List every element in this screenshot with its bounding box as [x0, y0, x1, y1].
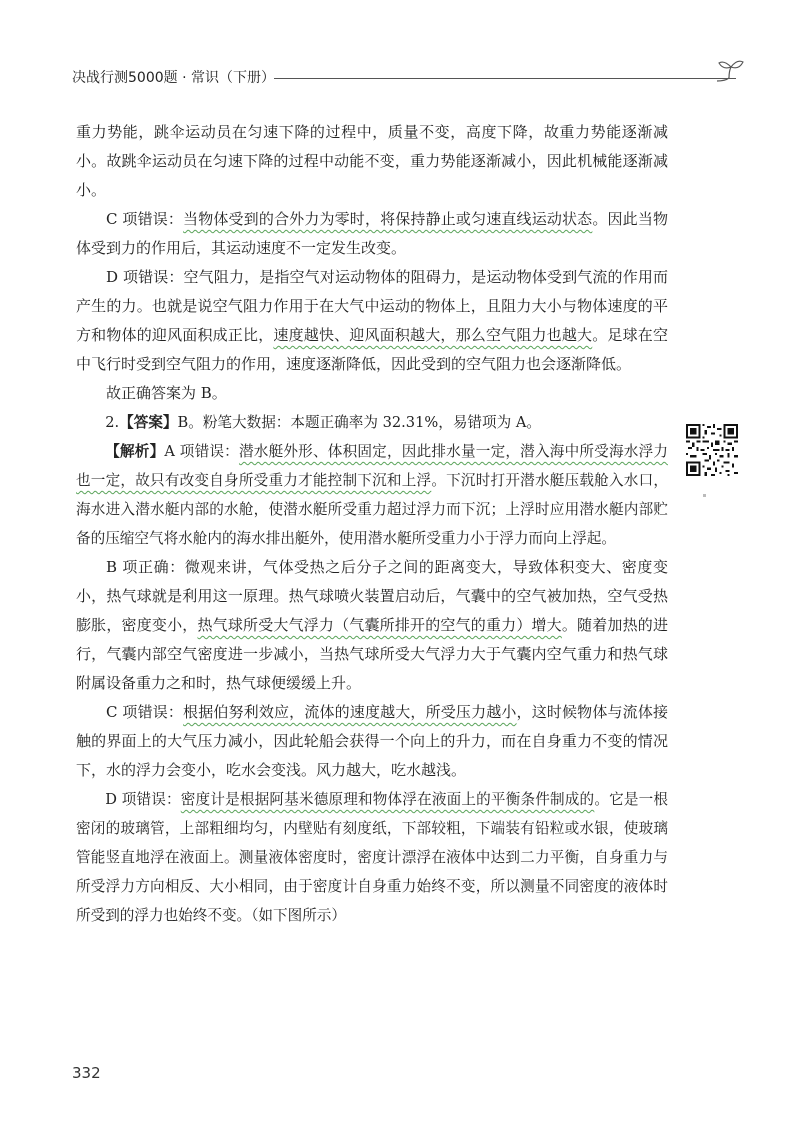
paragraph: C 项错误：根据伯努利效应，流体的速度越大，所受压力越小，这时候物体与流体接触的界面上的大气压力减小，因此轮船会获得一个向上的升力，而在自身重力不变的情况下，水的浮力会变小，吃水会变浅。风力越大，吃水越浅。 — [76, 703, 668, 779]
paragraph: 故正确答案为 B。 — [106, 384, 227, 402]
analysis-label: 【解析】 — [105, 443, 165, 460]
running-header — [72, 64, 744, 88]
qr-code-icon — [686, 424, 738, 476]
paragraph: D 项错误：空气阻力，是指空气对运动物体的阻碍力，是运动物体受到气流的作用而产生的力。也就是说空气阻力作用于在大气中运动的物体上，且阻力大小与物体速度的平方和物体的迎风面积成正比，速度越快、迎风面积越大，那么空气阻力也越大。足球在空中飞行时受到空气阻力的作用，速度逐渐降低，因此受到的空气阻力也会逐渐降低。 — [76, 268, 668, 373]
key-point-underline: 根据伯努利效应，流体的速度越大，所受压力越小 — [183, 703, 517, 721]
running-header-title: 决战行测5000题 · 常识（下册） — [72, 70, 275, 86]
key-point-underline: 速度越快、迎风面积越大，那么空气阻力也越大 — [273, 326, 593, 344]
page-number: 332 — [72, 1064, 101, 1082]
key-point-underline: 热气球所受大气浮力（气囊所排开的空气的重力）增大 — [197, 616, 562, 634]
key-point-underline: 当物体受到的合外力为零时，将保持静止或匀速直线运动状态 — [183, 210, 593, 228]
main-content — [76, 118, 668, 930]
key-point-underline: 潜水艇外形、体积固定，因此排水量一定，潜入海中所受海水浮力也一定，故只有改变自身所受重力才能控制下沉和上浮 — [76, 443, 668, 489]
paragraph: D 项错误：密度计是根据阿基米德原理和物体浮在液面上的平衡条件制成的。它是一根密闭的玻璃管，上部粗细均匀，内壁贴有刻度纸，下部较粗，下端装有铅粒或水银，使玻璃管能竖直地浮在液面上。测量液体密度时，密度计漂浮在液体中达到二力平衡，自身重力与所受浮力方向相反、大小相同，由于密度计自身重力始终不变，所以测量不同密度的液体时所受到的浮力也始终不变。（如下图所示） — [76, 791, 668, 924]
sprout-icon — [715, 58, 745, 84]
paragraph: C 项错误：当物体受到的合外力为零时，将保持静止或匀速直线运动状态。因此当物体受到力的作用后，其运动速度不一定发生改变。 — [76, 210, 668, 257]
header-rule — [274, 78, 736, 79]
analysis-paragraph: 【解析】A 项错误：潜水艇外形、体积固定，因此排水量一定，潜入海中所受海水浮力也一定，故只有改变自身所受重力才能控制下沉和上浮。下沉时打开潜水艇压载舱入水口，海水进入潜水艇内部的水舱，使潜水艇所受重力超过浮力而下沉；上浮时应用潜水艇内部贮备的压缩空气将水舱内的海水排出艇外，使用潜水艇所受重力小于浮力而向上浮起。 — [76, 443, 668, 547]
answer-line: 2.【答案】B。粉笔大数据：本题正确率为 32.31%，易错项为 A。 — [105, 414, 541, 431]
margin-dot — [703, 494, 706, 497]
key-point-underline: 密度计是根据阿基米德原理和物体浮在液面上的平衡条件制成的 — [180, 791, 595, 808]
answer-label: 【答案】 — [119, 414, 178, 431]
paragraph: 重力势能，跳伞运动员在匀速下降的过程中，质量不变，高度下降，故重力势能逐渐减小。故跳伞运动员在匀速下降的过程中动能不变，重力势能逐渐减小，因此机械能逐渐减小。 — [76, 123, 668, 199]
paragraph: B 项正确：微观来讲，气体受热之后分子之间的距离变大，导致体积变大、密度变小，热气球就是利用这一原理。热气球喷火装置启动后，气囊中的空气被加热，空气受热膨胀，密度变小，热气球所受大气浮力（气囊所排开的空气的重力）增大。随着加热的进行，气囊内部空气密度进一步减小，当热气球所受大气浮力大于气囊内空气重力和热气球附属设备重力之和时，热气球便缓缓上升。 — [76, 558, 668, 692]
